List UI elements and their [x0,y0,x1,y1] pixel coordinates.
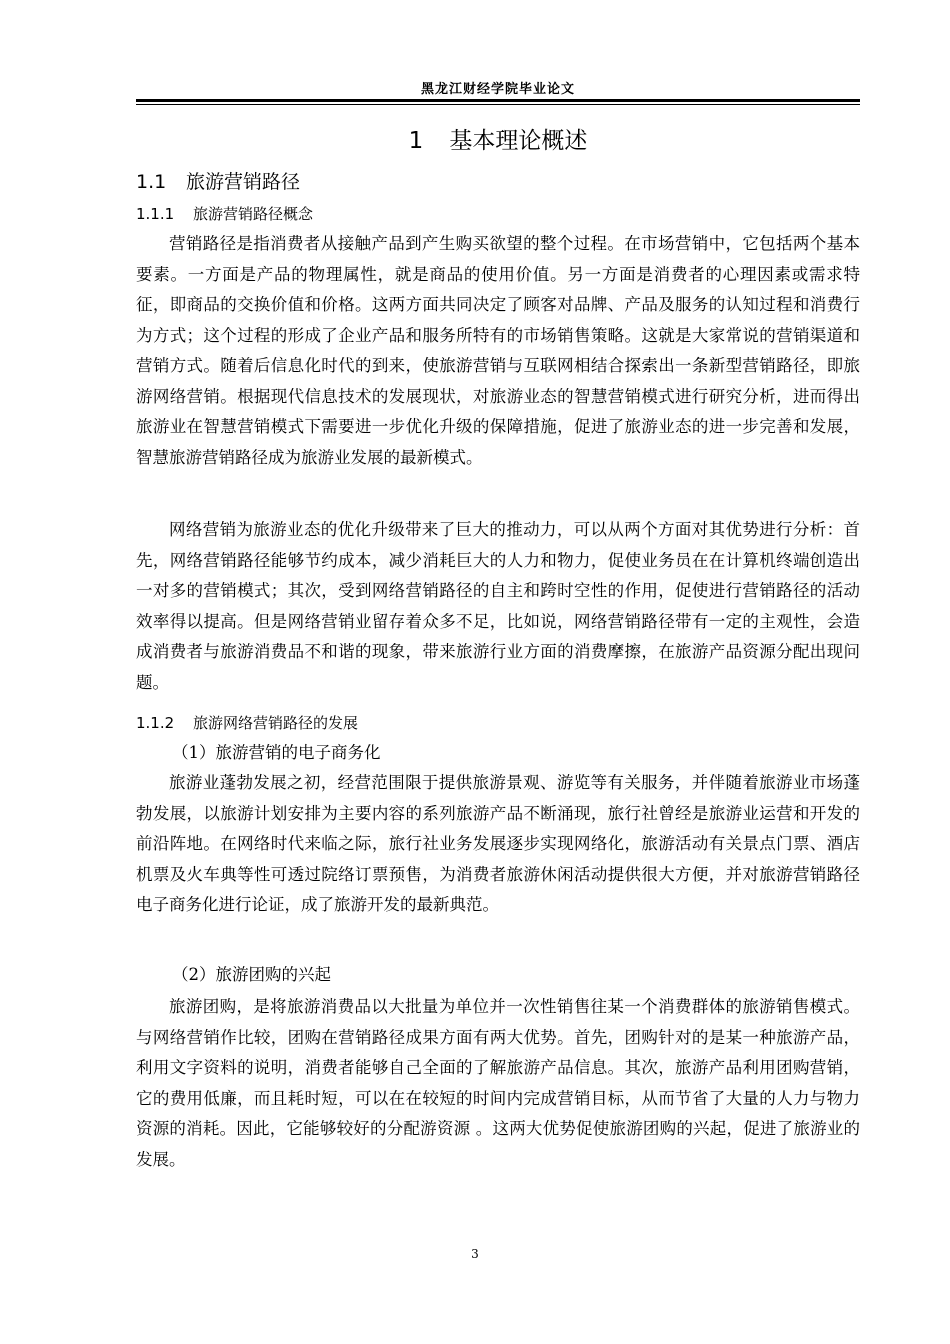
chapter-heading [136,122,860,155]
list-item-1: （1）旅游营销的电子商务化 [172,743,381,762]
paragraph-1: 营销路径是指消费者从接触产品到产生购买欲望的整个过程。在市场营销中，它包括两个基本要素。一方面是产品的物理属性，就是商品的使用价值。另一方面是消费者的心理因素或需求特征，即商品的交换价值和价格。这两方面共同决定了顾客对品牌、产品及服务的认知过程和消费行为方式；这个过程的形成了企业产品和服务所特有的市场销售策略。这就是大家常说的营销渠道和营销方式。随着后信息化时代的到来，使旅游营销与互联网相结合探索出一条新型营销路径，即旅游网络营销。根据现代信息技术的发展现状，对旅游业态的智慧营销模式进行研究分析，进而得出旅游业在智慧营销模式下需要进一步优化升级的保障措施，促进了旅游业态的进一步完善和发展，智慧旅游营销路径成为旅游业发展的最新模式。 [136,234,860,467]
subsection-heading-2 [136,712,358,733]
subsection-number: 1.1.2 [136,714,175,732]
subsection-number: 1.1.1 [136,205,175,223]
subsection-title: 旅游营销路径概念 [193,205,314,223]
page-number: 3 [471,1247,479,1261]
chapter-title: 基本理论概述 [449,128,588,154]
subsection-title: 旅游网络营销路径的发展 [193,714,359,732]
header-rule-thin [136,104,860,105]
running-header: 黑龙江财经学院毕业论文 [420,82,575,97]
paragraph-4: 旅游团购，是将旅游消费品以大批量为单位并一次性销售往某一个消费群体的旅游销售模式。与网络营销作比较，团购在营销路径成果方面有两大优势。首先，团购针对的是某一种旅游产品，利用文字资料的说明，消费者能够自己全面的了解旅游产品信息。其次，旅游产品利用团购营销，它的费用低廉，而且耗时短，可以在在较短的时间内完成营销目标，从而节省了大量的人力与物力资源的消耗。因此，它能够较好的分配游资源 。这两大优势促使旅游团购的兴起，促进了旅游业的发展。 [136,997,860,1169]
subsection-heading-1 [136,203,313,224]
paragraph-3: 旅游业蓬勃发展之初，经营范围限于提供旅游景观、游览等有关服务，并伴随着旅游业市场蓬勃发展，以旅游计划安排为主要内容的系列旅游产品不断涌现，旅行社曾经是旅游业运营和开发的前沿阵地。在网络时代来临之际，旅行社业务发展逐步实现网络化，旅游活动有关景点门票、酒店机票及火车典等性可透过院络订票预售，为消费者旅游休闲活动提供很大方便，并对旅游营销路径电子商务化进行论证，成了旅游开发的最新典范。 [136,773,860,914]
chapter-number: 1 [408,128,424,154]
header-rule-thick [136,99,860,102]
section-title: 旅游营销路径 [186,171,301,193]
section-number: 1.1 [136,171,167,193]
list-item-2: （2）旅游团购的兴起 [172,965,331,984]
paragraph-2: 网络营销为旅游业态的优化升级带来了巨大的推动力，可以从两个方面对其优势进行分析：首先，网络营销路径能够节约成本，减少消耗巨大的人力和物力，促使业务员在在计算机终端创造出一对多的营销模式；其次，受到网络营销路径的自主和跨时空性的作用，促使进行营销路径的活动效率得以提高。但是网络营销业留存着众多不足，比如说，网络营销路径带有一定的主观性，会造成消费者与旅游消费品不和谐的现象，带来旅游行业方面的消费摩擦，在旅游产品资源分配出现问题。 [136,520,860,692]
section-heading [136,167,300,194]
